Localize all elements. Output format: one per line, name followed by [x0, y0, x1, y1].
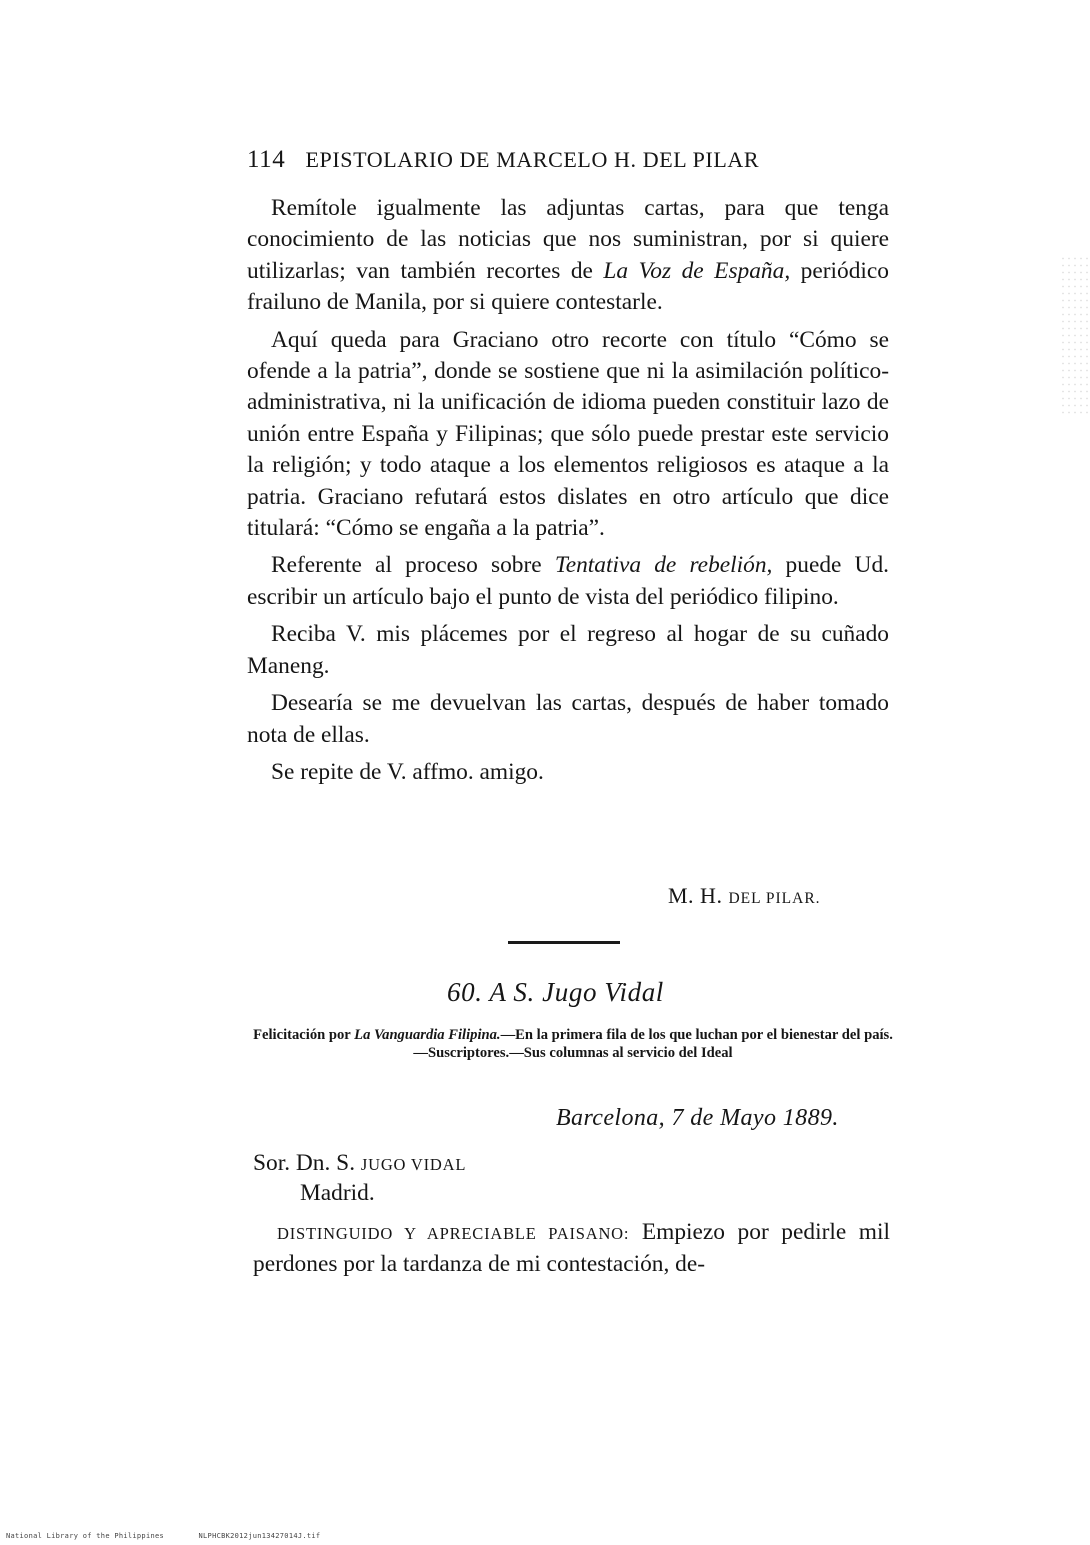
text-run: Reciba V. mis plácemes por el regreso al hogar de su cuñado Maneng. — [247, 621, 889, 679]
running-title: EPISTOLARIO DE MARCELO H. DEL PILAR — [305, 147, 760, 172]
italic-title: Tentativa de rebelión, — [554, 552, 773, 579]
section-divider — [508, 941, 620, 944]
text-run: Aquí queda para Graciano otro recorte con título “Cómo se ofende a la patria”, donde se sostiene que ni la asimilación político-administrativa, ni la unificación de idioma pueden constituir lazo de unión entre España y Filipinas; que sólo puede prestar este servicio la religión; y todo ataque a los elementos religiosos es ataque a la patria. Graciano refutará estos dislates en otro artículo que dice titulará: “Cómo se engaña a la patria”. — [247, 326, 889, 542]
signature — [668, 883, 821, 909]
page-number: 114 — [247, 146, 286, 173]
paragraph — [247, 193, 889, 319]
text-run: periódico frailuno de Manila, por si quiere contestarle. — [247, 257, 889, 316]
signature-name: DEL PILAR. — [728, 890, 821, 907]
recipient-line — [253, 1150, 466, 1177]
paragraph — [247, 325, 889, 545]
salutation: DISTINGUIDO Y APRECIABLE PAISANO: — [277, 1224, 630, 1243]
text-run: puede Ud. escribir un artículo bajo el punto de vista del periódico filipino. — [247, 552, 889, 610]
paragraph — [247, 550, 889, 613]
footer-file-id: NLPHCBK2012jun13427014J.tif — [198, 1532, 321, 1540]
letter-summary — [253, 1026, 893, 1062]
recipient-name: JUGO VIDAL — [360, 1155, 467, 1174]
paragraph — [247, 757, 889, 788]
running-header — [247, 146, 847, 174]
summary-text: Felicitación por — [253, 1027, 355, 1043]
scan-noise — [1060, 255, 1090, 415]
letter-opening — [253, 1217, 890, 1281]
italic-title: La Voz de España, — [603, 257, 791, 284]
text-run: Remítole igualmente las adjuntas cartas, para que tenga conocimiento de las noticias que nos suministran, por si quiere utilizarlas; van también recortes de — [247, 195, 889, 284]
letter-body-previous — [247, 193, 889, 794]
paragraph — [247, 619, 889, 682]
letter-dateline: Barcelona, 7 de Mayo 1889. — [556, 1105, 839, 1131]
letter-title: 60. A S. Jugo Vidal — [447, 977, 664, 1007]
paragraph — [247, 688, 889, 751]
summary-text: —En la primera fila de los que luchan por el bienestar del país.—Suscriptores.—Sus columnas al servicio del Ideal — [413, 1027, 893, 1061]
scan-footer — [6, 1532, 320, 1540]
signature-initials: M. H. — [668, 883, 723, 908]
text-run: Se repite de V. affmo. amigo. — [271, 758, 544, 785]
text-run: Referente al proceso sobre — [271, 552, 555, 579]
opening-text: Empiezo por pedirle mil perdones por la tardanza de mi contestación, de- — [253, 1219, 890, 1278]
summary-italic: La Vanguardia Filipina. — [354, 1027, 501, 1043]
footer-library: National Library of the Philippines — [6, 1532, 165, 1540]
recipient-city: Madrid. — [300, 1180, 375, 1206]
recipient-prefix: Sor. Dn. S. — [253, 1150, 356, 1176]
text-run: Desearía se me devuelvan las cartas, después de haber tomado nota de ellas. — [247, 690, 889, 748]
